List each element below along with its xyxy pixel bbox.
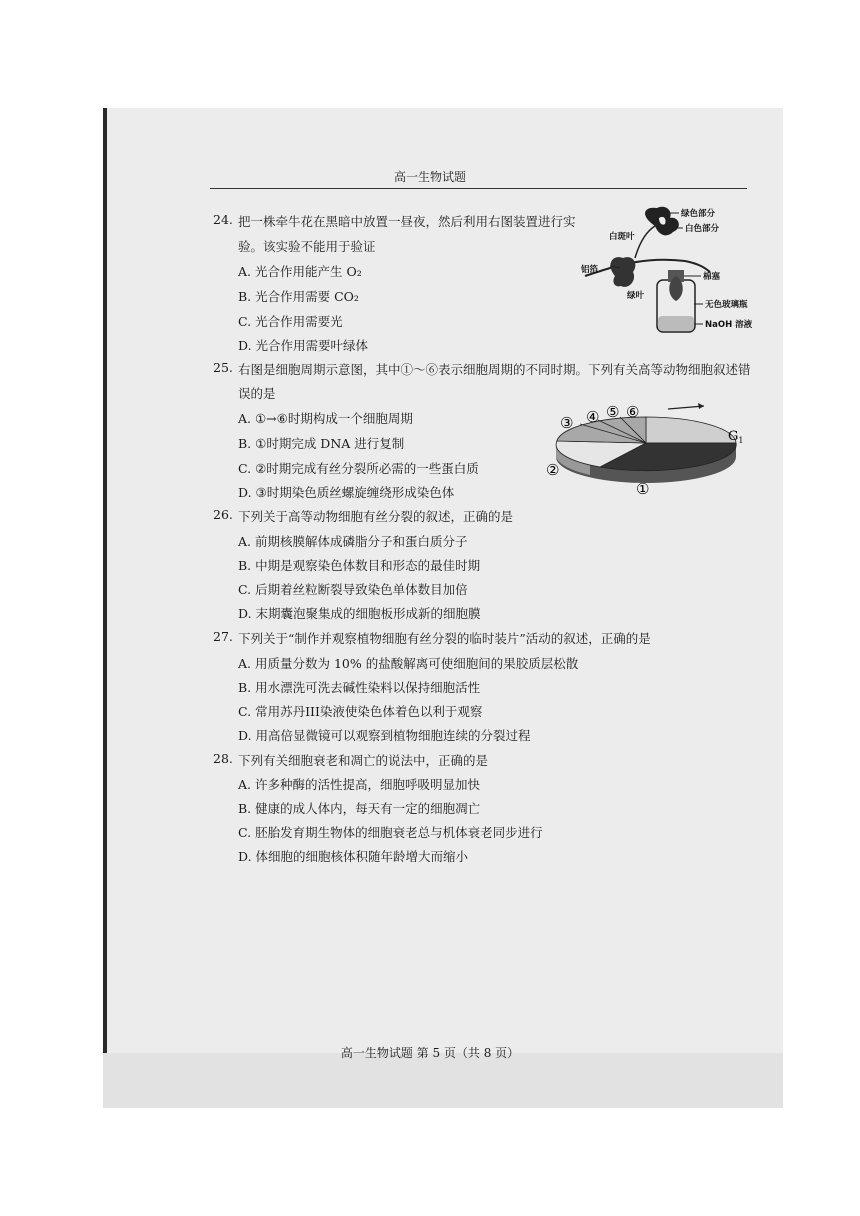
question-27-option-c: C. 常用苏丹III染液使染色体着色以利于观察 [238, 704, 483, 719]
label-foil: 铝箔 [581, 265, 599, 275]
question-24-stem-line2: 验。该实验不能用于验证 [238, 239, 376, 254]
label-green-leaf: 绿叶 [627, 291, 645, 301]
question-24-option-d: D. 光合作用需要叶绿体 [238, 338, 369, 353]
question-26-option-c: C. 后期着丝粒断裂导致染色单体数目加倍 [238, 582, 468, 597]
question-24-option-b: B. 光合作用需要 CO₂ [238, 289, 359, 304]
label-green-part: 绿色部分 [681, 209, 716, 219]
question-28-number: 28. [213, 751, 233, 766]
question-26-option-a: A. 前期核膜解体成磷脂分子和蛋白质分子 [238, 534, 468, 549]
label-glass-bottle: 无色玻璃瓶 [705, 300, 748, 310]
question-24-option-c: C. 光合作用需要光 [238, 314, 343, 329]
question-27-option-b: B. 用水漂洗可洗去碱性染料以保持细胞活性 [238, 680, 481, 695]
label-phase-3: ③ [560, 414, 574, 432]
label-cotton-plug: 棉塞 [703, 272, 721, 282]
question-24-option-a: A. 光合作用能产生 O₂ [238, 264, 362, 279]
question-28-stem: 下列有关细胞衰老和凋亡的说法中，正确的是 [238, 753, 489, 768]
foil-leaf-icon [610, 257, 635, 287]
question-24-number: 24. [213, 212, 233, 227]
question-25-stem-line2: 误的是 [238, 386, 276, 401]
question-27-option-a: A. 用质量分数为 10% 的盐酸解离可使细胞间的果胶质层松散 [238, 656, 579, 671]
question-27-option-d: D. 用高倍显微镜可以观察到植物细胞连续的分裂过程 [238, 728, 531, 743]
pie-slice-g1 [646, 417, 736, 443]
question-28-option-a: A. 许多种酶的活性提高，细胞呼吸明显加快 [238, 777, 480, 792]
question-26-number: 26. [213, 507, 233, 522]
label-white-part: 白色部分 [685, 224, 720, 234]
question-25-stem-line1: 右图是细胞周期示意图，其中①～⑥表示细胞周期的不同时期。下列有关高等动物细胞叙述错 [238, 362, 751, 377]
question-25-number: 25. [213, 360, 233, 375]
question-25-option-b: B. ①时期完成 DNA 进行复制 [238, 436, 405, 451]
plant-apparatus-figure [575, 206, 760, 344]
question-28-option-b: B. 健康的成人体内，每天有一定的细胞凋亡 [238, 801, 481, 816]
question-27-number: 27. [213, 629, 233, 644]
label-phase-4: ④ [586, 408, 600, 426]
cell-cycle-pie-figure [540, 395, 760, 500]
question-28-option-d: D. 体细胞的细胞核体积随年龄增大而缩小 [238, 849, 469, 864]
label-naoh: NaOH 溶液 [705, 320, 753, 330]
question-26-option-b: B. 中期是观察染色体数目和形态的最佳时期 [238, 558, 481, 573]
page-footer: 高一生物试题 第 5 页（共 8 页） [340, 1046, 520, 1060]
question-27-stem: 下列关于“制作并观察植物细胞有丝分裂的临时装片”活动的叙述，正确的是 [238, 631, 651, 646]
page-header: 高一生物试题 [393, 170, 466, 184]
label-phase-2: ② [546, 461, 560, 479]
question-25-option-a: A. ①→⑥时期构成一个细胞周期 [238, 411, 413, 426]
header-rule [210, 188, 747, 189]
question-25-option-c: C. ②时期完成有丝分裂所必需的一些蛋白质 [238, 461, 479, 476]
label-phase-5: ⑤ [606, 403, 620, 421]
question-24-stem-line1: 把一株牵牛花在黑暗中放置一昼夜，然后利用右图装置进行实 [238, 214, 576, 229]
question-25-option-d: D. ③时期染色质丝螺旋缠绕形成染色体 [238, 485, 455, 500]
question-28-option-c: C. 胚胎发育期生物体的细胞衰老总与机体衰老同步进行 [238, 825, 543, 840]
label-phase-6: ⑥ [626, 403, 640, 421]
question-26-option-d: D. 末期囊泡聚集成的细胞板形成新的细胞膜 [238, 606, 481, 621]
label-g1: $G_1$ [728, 429, 744, 445]
label-phase-1: ① [636, 480, 650, 498]
label-variegated-leaf: 白斑叶 [609, 232, 635, 242]
question-26-stem: 下列关于高等动物细胞有丝分裂的叙述，正确的是 [238, 509, 514, 524]
